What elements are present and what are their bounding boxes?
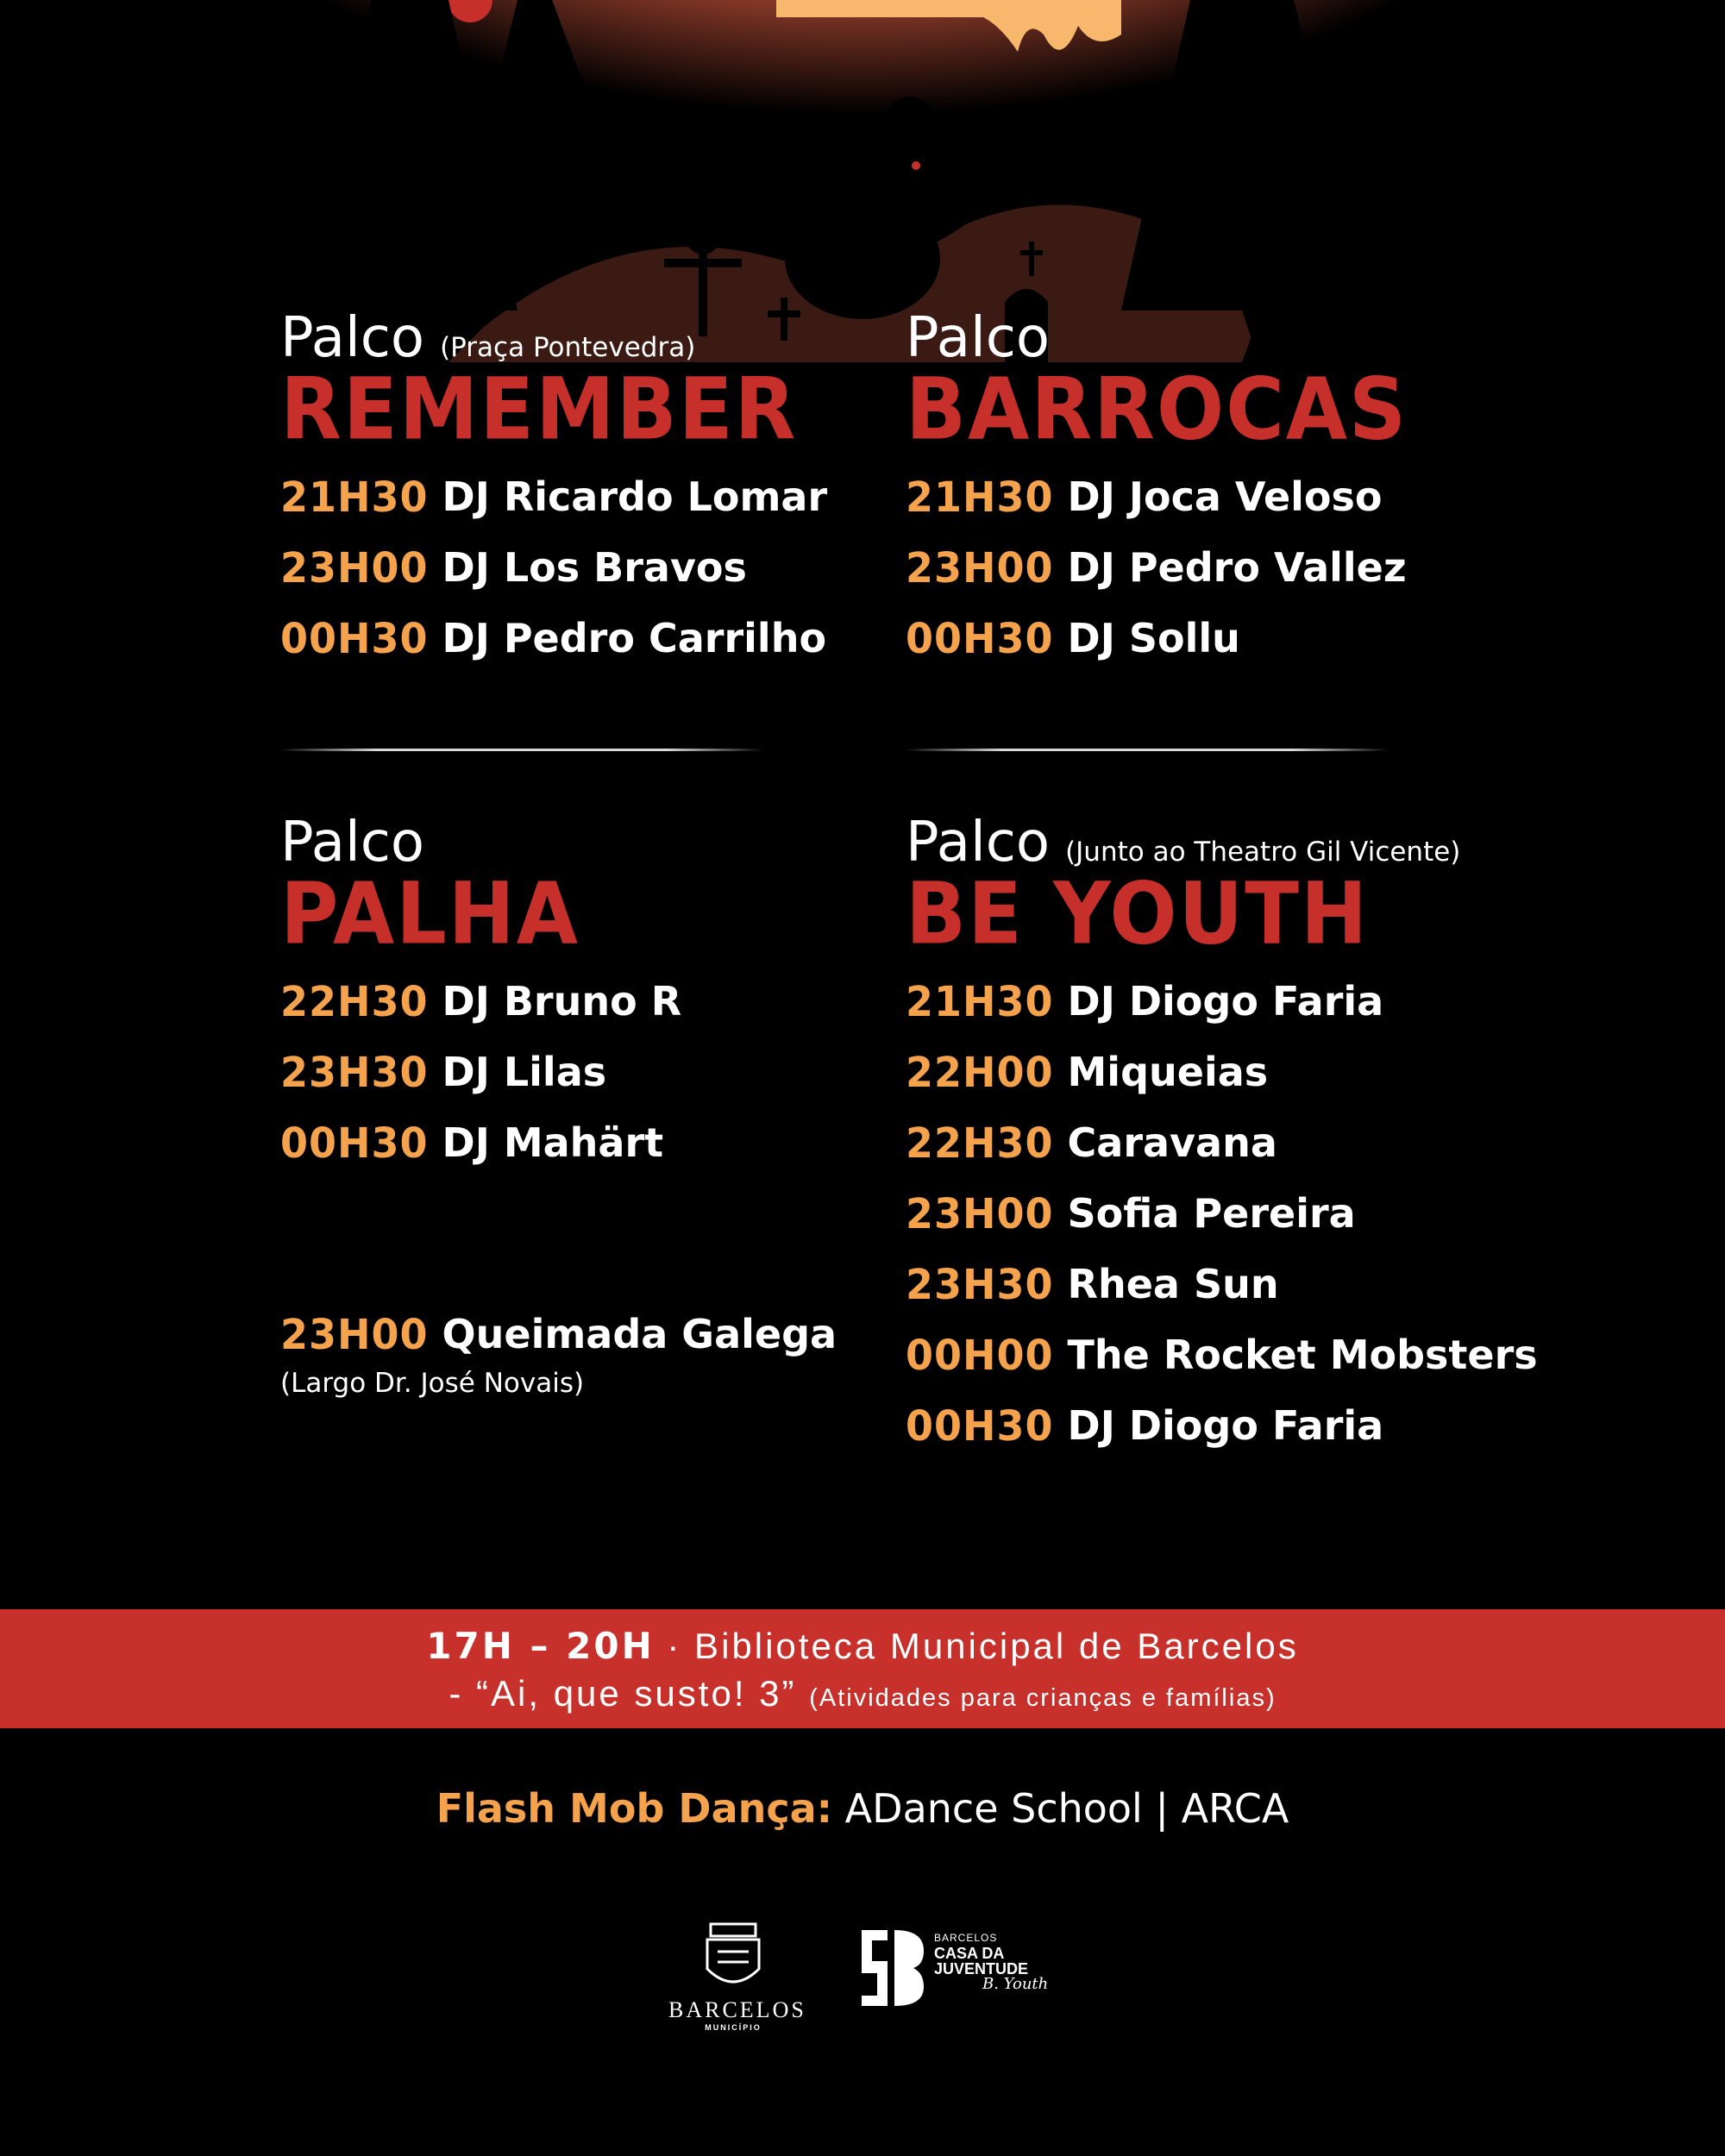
schedule-item: [280, 1311, 850, 1368]
slot-time: 23H00: [906, 542, 1054, 592]
slot-act: DJ Bruno R: [442, 978, 682, 1025]
slot-time: 23H00: [906, 1188, 1054, 1238]
stage-name-text: BARROCAS: [906, 359, 1408, 460]
schedule-item: [906, 1402, 1682, 1473]
schedule-item: [906, 1332, 1682, 1402]
slot-act: Sofia Pereira: [1067, 1190, 1356, 1237]
logo-cj-script: B. Youth: [982, 1975, 1049, 1993]
slot-time: 23H30: [906, 1259, 1054, 1309]
divider-right: [906, 749, 1389, 751]
palco-label: Palco: [280, 811, 425, 874]
slot-time: 00H30: [906, 613, 1054, 663]
slot-act: DJ Sollu: [1067, 615, 1240, 661]
schedule-item: [906, 1119, 1682, 1190]
stage-remember: [280, 306, 850, 686]
slot-time: 23H00: [280, 1309, 429, 1359]
slot-time: 00H00: [906, 1330, 1054, 1380]
banner-line-2: [0, 1673, 1725, 1714]
stage-name-text: REMEMBER: [280, 359, 798, 460]
stage-name: [280, 863, 850, 964]
stage-name: [280, 359, 850, 460]
casa-da-juventude-logo: [858, 1927, 1065, 2013]
stage-name: [906, 359, 1509, 460]
slot-act: DJ Lilas: [442, 1049, 607, 1095]
slot-act: DJ Mahärt: [442, 1119, 664, 1166]
schedule-list: [906, 473, 1509, 686]
banner-event-title: - “Ai, que susto! 3”: [448, 1673, 797, 1714]
slot-act: Rhea Sun: [1067, 1261, 1279, 1307]
flash-mob-text: ADance School | ARCA: [832, 1785, 1289, 1832]
schedule-item: [280, 1119, 850, 1190]
slot-time: 21H30: [906, 472, 1054, 522]
stage-barrocas: [906, 306, 1509, 686]
logo-cj-line3: JUVENTUDE: [934, 1960, 1029, 1977]
banner-time: 17H – 20H: [426, 1625, 655, 1667]
schedule-item: [906, 1190, 1682, 1261]
stage-palha: [280, 811, 850, 1190]
logo-cj-line1: BARCELOS: [934, 1932, 998, 1944]
schedule-item: [906, 615, 1509, 686]
slot-act: Caravana: [1067, 1119, 1277, 1166]
schedule-item: [280, 473, 850, 544]
schedule-item: [280, 1049, 850, 1119]
stage-be-youth: [906, 811, 1682, 1473]
barcelos-municipio-logo: [668, 1919, 806, 2032]
slot-time: 22H30: [280, 976, 429, 1026]
event-location: (Largo Dr. José Novais): [280, 1368, 585, 1399]
barcelos-coat-of-arms-icon: [699, 1919, 768, 1996]
banner-venue: · Biblioteca Municipal de Barcelos: [654, 1626, 1299, 1666]
stage-location: (Junto ao Theatro Gil Vicente): [1065, 837, 1461, 868]
banner-line-1: [0, 1625, 1725, 1667]
schedule-item: [280, 544, 850, 615]
slot-time: 00H30: [280, 1118, 429, 1168]
schedule-item: [906, 473, 1509, 544]
palco-label: Palco: [280, 306, 425, 370]
slot-time: 23H00: [280, 542, 429, 592]
slot-act: DJ Ricardo Lomar: [442, 473, 828, 520]
schedule-item: [906, 1261, 1682, 1332]
slot-time: 00H30: [280, 613, 429, 663]
logo-municipio-sub: MUNICÍPIO: [705, 2023, 762, 2032]
stage-name-text: PALHA: [280, 863, 580, 964]
schedule-item: [906, 1049, 1682, 1119]
slot-act: DJ Pedro Vallez: [1067, 544, 1407, 591]
stage-name-text: BE YOUTH: [906, 863, 1370, 964]
slot-act: The Rocket Mobsters: [1067, 1332, 1538, 1378]
slot-act: DJ Pedro Carrilho: [442, 615, 827, 661]
slot-time: 21H30: [280, 472, 429, 522]
slot-act: DJ Diogo Faria: [1067, 978, 1384, 1025]
schedule-item: [280, 978, 850, 1049]
library-event-banner: [0, 1609, 1725, 1728]
extra-event: [280, 1311, 850, 1399]
flash-mob-line: [0, 1785, 1725, 1832]
schedule-item: [906, 544, 1509, 615]
palco-label: Palco: [906, 811, 1051, 874]
slot-act: DJ Joca Veloso: [1067, 473, 1383, 520]
schedule-list: [280, 978, 850, 1190]
slot-act: Miqueias: [1067, 1049, 1269, 1095]
slot-time: 22H30: [906, 1118, 1054, 1168]
stage-name: [906, 863, 1682, 964]
logo-municipio-name: BARCELOS: [668, 1997, 806, 2022]
slot-time: 22H00: [906, 1047, 1054, 1097]
slot-act: Queimada Galega: [442, 1311, 837, 1357]
stage-location: (Praça Pontevedra): [440, 332, 696, 363]
palco-label: Palco: [906, 306, 1051, 370]
flash-mob-label: Flash Mob Dança:: [436, 1785, 833, 1832]
slot-time: 23H30: [280, 1047, 429, 1097]
schedule-list: [280, 473, 850, 686]
schedule-list: [906, 978, 1682, 1473]
divider-left: [280, 749, 763, 751]
schedule-item: [906, 978, 1682, 1049]
schedule-item: [280, 615, 850, 686]
slot-act: DJ Diogo Faria: [1067, 1402, 1384, 1449]
logo-cj-line2: CASA DA: [934, 1945, 1005, 1962]
slot-time: 21H30: [906, 976, 1054, 1026]
slot-time: 00H30: [906, 1401, 1054, 1451]
slot-act: DJ Los Bravos: [442, 544, 747, 591]
banner-note: (Atividades para crianças e famílias): [809, 1684, 1276, 1712]
casa-da-juventude-logo-icon: [858, 1927, 927, 2009]
